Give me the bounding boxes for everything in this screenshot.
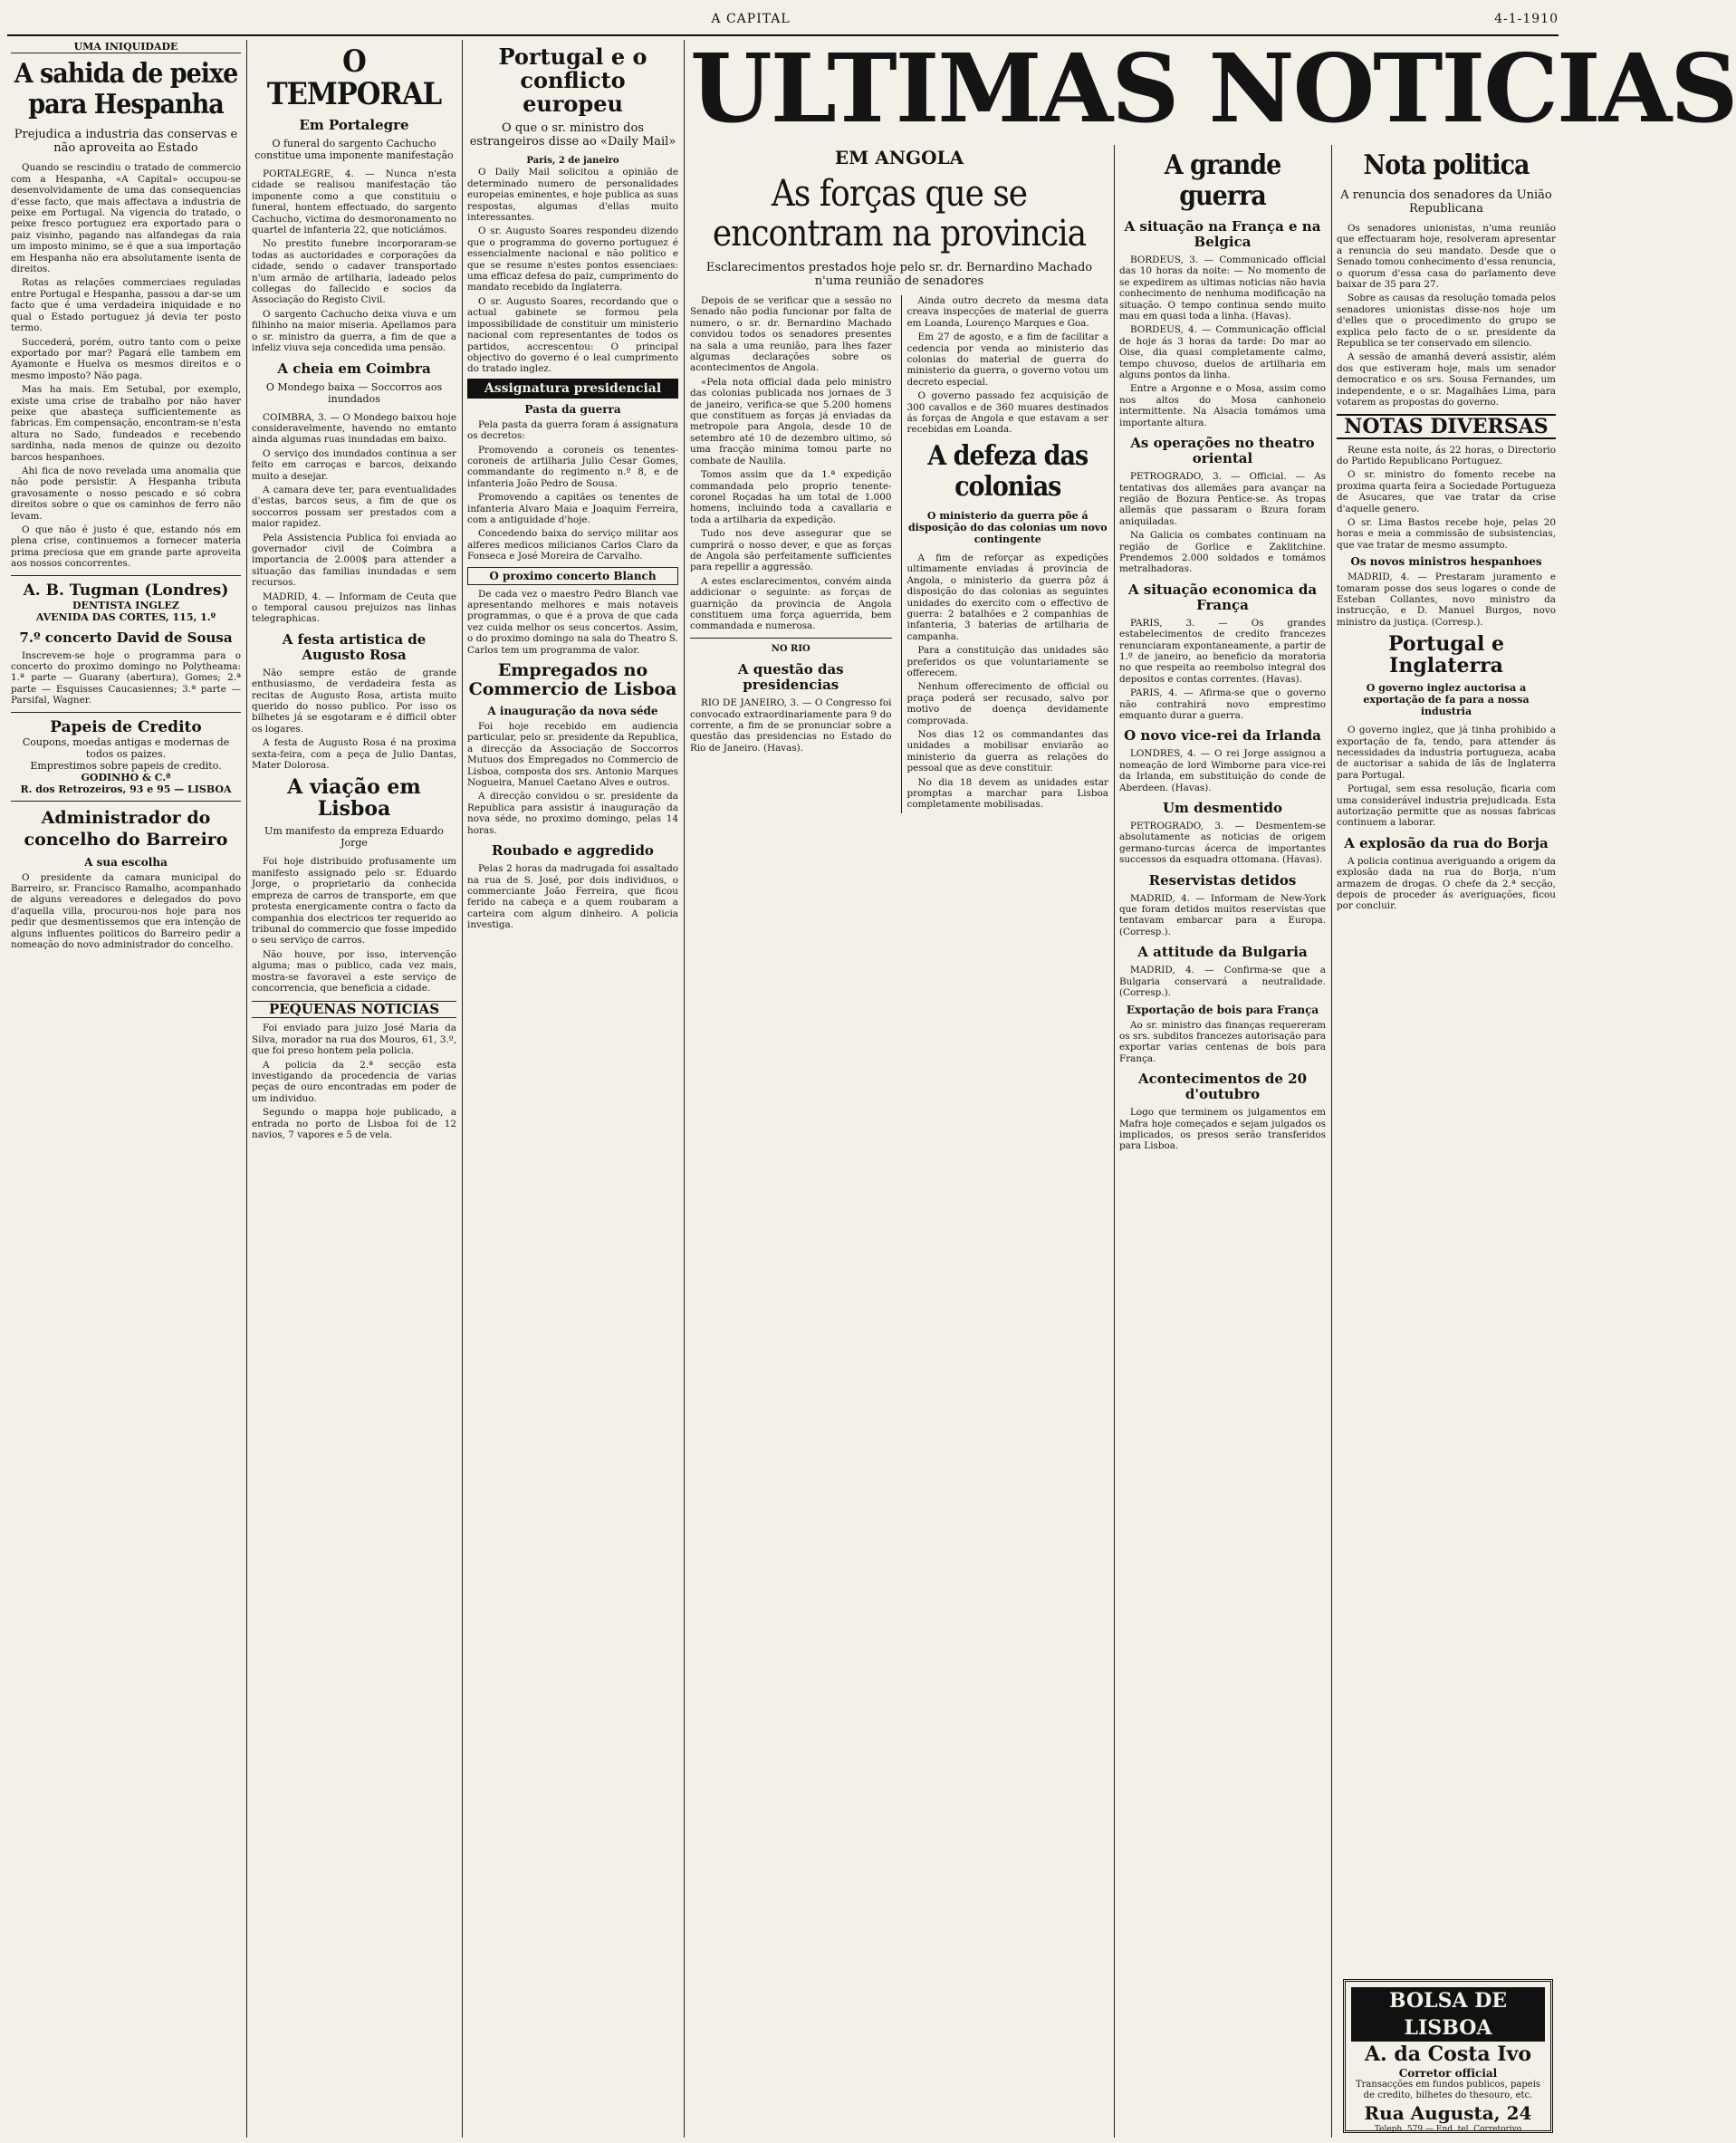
bolsa-role: Corretor official xyxy=(1398,2067,1498,2080)
col4-paragraph: O governo passado fez acquisição de 300 cavallos e de 360 muares destinados ás forças de Angola e que estavam a ser recebidas em Loanda. xyxy=(906,390,1108,436)
col6-paragraph: Os senadores unionistas, n'uma reunião que effectuaram hoje, resolveram apresentar a renuncia do seu mandato. Desde que o Senado tomou conhecimento d'essa renuncia, o quorum d'essa casa do parlamento deve baixar de 35 para 27. xyxy=(1337,223,1556,291)
col2-headline: O TEMPORAL xyxy=(266,43,442,112)
col1-headline: A sahida de peixe para Hespanha xyxy=(14,58,238,121)
col2-paragraph: Foi enviado para juizo José Maria da Silva, morador na rua dos Mouros, 61, 3.º, que foi preso hontem pela policia. xyxy=(252,1023,456,1057)
col3-paragraph: O sr. Augusto Soares respondeu dizendo que o programma do governo portuguez é essencialmente nacional e não politico e que se resume n'estes pontos essenciaes: uma efficaz defesa do paiz, cumprimento do mandato recebido da Inglaterra. xyxy=(467,226,678,293)
pequenas-noticias-headline: PEQUENAS NOTICIAS xyxy=(252,1001,456,1018)
col4-paragraph: Nenhum offerecimento de official ou praça poderá ser recusado, salvo por motivo de doença devidamente comprovada. xyxy=(906,681,1108,726)
roubo-headline: Roubado e aggredido xyxy=(492,842,654,860)
col2-paragraph: PORTALEGRE, 4. — Nunca n'esta cidade se realisou manifestação tão imponente como a que constituiu o funeral, hontem effectuado, do sargento Cachucho, victima do desmoronamento no quartel de infanteria 22, que noticiámos. xyxy=(252,168,456,236)
col3-paragraph: De cada vez o maestro Pedro Blanch vae apresentando melhores e mais notaveis programmas, o que é a prova de que cada vez cuida melhor os seus concertos. Assim, o do proximo domingo na sala do Theatro S. Carlos tem um programma de valor. xyxy=(467,588,678,656)
col4-paragraph: Ainda outro decreto da mesma data creava inspecções de material de guerra em Loanda, Lourenço Marques e Goa. xyxy=(906,295,1108,329)
col5-paragraph: Ao sr. ministro das finanças requereram os srs. subditos francezes autorisação para exportar varias centenas de bois para França. xyxy=(1119,1019,1326,1064)
defeza-headline: A defeza das colonias xyxy=(927,439,1089,503)
col6-paragraph: A policia continua averiguando a origem da explosão dada na rua do Borja, n'um armazem de drogas. O chefe da 2.ª secção, depois de proceder ás averiguações, ficou por concluir. xyxy=(1337,855,1556,912)
col3-dateline: Paris, 2 de janeiro xyxy=(526,156,619,166)
bolsa-phone: Teleph. 579 — End. tel. Corretorivo xyxy=(1374,2125,1522,2134)
col1-paragraph: O que não é justo é que, estando nós em plena crise, continuemos a fornecer materia prima preciosa que em grande parte aproveita aos nossos concorrentes. xyxy=(11,524,241,570)
col3-deck: O que o sr. ministro dos estrangeiros disse ao «Daily Mail» xyxy=(469,121,676,149)
empregados-subhead: A inauguração da nova séde xyxy=(487,705,658,718)
bolsa-address: Rua Augusta, 24 xyxy=(1364,2102,1532,2124)
col1-paragraph: Rotas as relações commerciaes reguladas entre Portugal e Hespanha, passou a dar-se um facto que é uma verdadeira iniquidade e no qual o Estado portuguez já devia ter posto termo. xyxy=(11,277,241,334)
col4-paragraph: Em 27 de agosto, e a fim de facilitar a cedencia por venda ao ministerio das colonias do material de guerra do ministerio da guerra, o governo votou um decreto especial. xyxy=(906,332,1108,388)
col4-paragraph: Nos dias 12 os commandantes das unidades a mobilisar enviarão ao ministerio da guerra as relações do pessoal que as deve constituir. xyxy=(906,728,1108,774)
cheia-deck: O Mondego baixa — Soccorros aos inundados xyxy=(265,380,443,405)
col5-paragraph: Na Galicia os combates continuam na região de Gorlice e Zaklitchine. Prendemos 2.000 soldados e tomámos metralhadoras. xyxy=(1119,530,1326,575)
portugal-inglaterra-headline: Portugal e Inglaterra xyxy=(1387,632,1505,678)
angola-subcol-a xyxy=(690,295,892,813)
col1-paragraph: Quando se rescindiu o tratado de commercio com a Hespanha, «A Capital» occupou-se desenvolvidamente de uma das consequencias d'esse facto, que mais affectava a industria de peixe em Portugal. Na vigencia do tratado, o peixe fresco portuguez era exportado para o paiz visinho, pagando nas alfandegas da raia um imposto minimo, se é que a sua importação em Hespanha não era absolutamente isenta de direitos. xyxy=(11,162,241,275)
column-rule xyxy=(1114,145,1115,2138)
col2-paragraph: COIMBRA, 3. — O Mondego baixou hoje consideravelmente, havendo no emtanto ainda algumas ruas inundadas em baixo. xyxy=(252,411,456,446)
papeis-ad xyxy=(11,718,241,795)
col2-paragraph: Não houve, por isso, intervenção alguma; mas o publico, cada vez mais, mostra-se favoravel a este serviço de concorrencia, que beneficia a cidade. xyxy=(252,948,456,994)
col5-paragraph: BORDEUS, 4. — Communicação official de hoje ás 3 horas da tarde: Do mar ao Oise, dia quasi completamente calmo, tempo chuvoso, duelos de artilharia em alguns pontos da linha. xyxy=(1119,324,1326,381)
bolsa-ad xyxy=(1343,1979,1553,2133)
bolsa-name: A. da Costa Ivo xyxy=(1364,2042,1532,2066)
papeis-title: Papeis de Credito xyxy=(50,717,202,736)
col3-paragraph: Pelas 2 horas da madrugada foi assaltado na rua de S. José, por dois individuos, o commerciante João Ferreira, que ficou ferido na cabeça e a quem roubaram a carteira com algum dinheiro. A policia investiga. xyxy=(467,863,678,931)
papeis-text2: Emprestimos sobre papeis de credito. xyxy=(30,759,222,772)
col2-deck: O funeral do sargento Cachucho constitue uma imponente manifestação xyxy=(254,138,454,161)
col2-paragraph: A camara deve ter, para eventualidades d'estas, barcos seus, a fim de que os soccorros possam ser prestados com a maior rapidez. xyxy=(252,484,456,530)
col4-paragraph: Para a constituição das unidades são preferidos os que voluntariamente se offerecem. xyxy=(906,645,1108,678)
col4-paragraph: No dia 18 devem as unidades estar promptas a marchar para Lisboa completamente mobilisadas. xyxy=(906,776,1108,811)
col4-paragraph: A estes esclarecimentos, convém ainda addicionar o seguinte: as forças de guarnição da provincia de Angola constituem uma força aguerrida, bem commandada e numerosa. xyxy=(690,575,892,632)
col3-paragraph: Pela pasta da guerra foram á assignatura os decretos: xyxy=(467,418,678,442)
blanch-headline: O proximo concerto Blanch xyxy=(467,567,678,585)
viacao-headline: A viação em Lisboa xyxy=(287,775,421,822)
col1-deck: Prejudica a industria das conservas e não aproveita ao Estado xyxy=(14,128,238,156)
col5-subhead: A situação na França e na Belgica xyxy=(1124,218,1321,250)
masthead-name: A CAPITAL xyxy=(711,12,791,26)
bolsa-text: Transacções em fundos publicos, papeis de credito, bilhetes do thesouro, etc. xyxy=(1355,2080,1541,2100)
col6-paragraph: Sobre as causas da resolução tomada pelos senadores unionistas disse-nos hoje um d'elles que o procedimento do grupo se explica pelo facto de o sr. presidente da Republica se ter conservado em silencio. xyxy=(1337,293,1556,350)
godinho-name: GODINHO & C.ª xyxy=(81,771,171,783)
col6-paragraph: O sr. Lima Bastos recebe hoje, pelas 20 horas e meia a commissão de subsistencias, que vae tratar de mesmo assumpto. xyxy=(1337,516,1556,551)
col4-paragraph: Tudo nos deve assegurar que se cumprirá o nosso dever, e que as forças de Angola são perfeitamente sufficientes para repellir a aggressão. xyxy=(690,528,892,573)
col3-headline: Portugal e o conflicto europeu xyxy=(498,43,647,117)
bolsa-title: BOLSA DE LISBOA xyxy=(1351,1987,1545,2042)
col2-paragraph: Não sempre estão de grande enthusiasmo, de verdadeira festa as recitas de Augusto Rosa, artista muito querido do nosso publico. Por isso os bilhetes já se esgotaram e é difficil obter os logares. xyxy=(252,667,456,735)
col2-paragraph: O sargento Cachucho deixa viuva e um filhinho na maior miseria. Apellamos para o sr. ministro da guerra, a fim de que a infeliz viuva seja concedida uma pensão. xyxy=(252,308,456,354)
godinho-address: R. dos Retrozeiros, 93 e 95 — LISBOA xyxy=(20,783,232,795)
col2-subhead: Em Portalegre xyxy=(299,117,409,133)
viacao-deck: Um manifesto da empreza Eduardo Jorge xyxy=(264,825,444,850)
col5-paragraph: PARIS, 3. — Os grandes estabelecimentos de credito francezes renunciaram expontaneamente, a partir de 1.º de janeiro, ao beneficio da moratoria no que respeita ao reembolso integral dos depositos e contas correntes. (Havas). xyxy=(1119,617,1326,685)
col4-paragraph: Tomos assim que da 1.ª expedição commandada pelo proprio tenente-coronel Roçadas ha um total de 1.000 homens, incluindo toda a cavallaria e toda a artilharia da expedição. xyxy=(690,469,892,525)
column-3 xyxy=(467,40,678,2138)
notas-diversas-headline: NOTAS DIVERSAS xyxy=(1337,414,1556,439)
col1-paragraph: Succederá, porém, outro tanto com o peixe exportado por mar? Pagará elle tambem em Ayamonte e Huelva os mesmos direitos e o mesmo imposto? Não paga. xyxy=(11,336,241,381)
admin-text: O presidente da camara municipal do Barreiro, sr. Francisco Ramalho, acompanhado de alguns vereadores e delegados do povo d'aquella villa, procurou-nos hoje para nos pedir que desmentissemos que era intenção de alguns influentes politicos do Barreiro pedir a nomeação do novo administrador do concelho. xyxy=(11,871,241,951)
ultimas-noticias-banner: ULTIMAS NOTICIAS xyxy=(690,33,1736,144)
col6-paragraph: Reune esta noite, ás 22 horas, o Directorio do Partido Republicano Portuguez. xyxy=(1337,444,1556,466)
col5-paragraph: PETROGRADO, 3. — Official. — As tentativas dos allemães para avançar na região de Bozura Pentice-se. As tropas allemãs que passaram o Bzura foram aniquiladas. xyxy=(1119,471,1326,527)
col5-paragraph: Logo que terminem os julgamentos em Mafra hoje começados e sejam julgados os implicados, os presos serão transferidos para Lisboa. xyxy=(1119,1107,1326,1152)
col5-subhead: Exportação de bois para França xyxy=(1126,1003,1319,1016)
col6-paragraph: O sr. ministro do fomento recebe na proxima quarta feira a Sociedade Portugueza de Asucares, que vae tratar da crise d'aquelle genero. xyxy=(1337,469,1556,514)
col3-paragraph: O Daily Mail solicitou a opinião de determinado numero de personalidades europeias eminentes, e hoje publica as suas respostas, algumas d'ellas muito interessantes. xyxy=(467,167,678,224)
defeza-deck: O ministerio da guerra põe á disposição do das colonias um novo contingente xyxy=(907,509,1108,545)
col5-subhead: O novo vice-rei da Irlanda xyxy=(1124,727,1321,745)
pasta-subhead: Pasta da guerra xyxy=(524,402,621,416)
angola-subcol-b xyxy=(901,295,1109,813)
papeis-text: Coupons, moedas antigas e modernas de todos os paizes. xyxy=(22,735,230,760)
col2-paragraph: A festa de Augusto Rosa é na proxima sexta-feira, com a peça de Julio Dantas, Mater Dolorosa. xyxy=(252,737,456,772)
divider xyxy=(11,801,241,802)
column-rule xyxy=(684,40,685,2138)
column-4 xyxy=(690,145,1108,2134)
column-rule xyxy=(246,40,247,2138)
col5-paragraph: MADRID, 4. — Confirma-se que a Bulgaria conservará a neutralidade. (Corresp.). xyxy=(1119,965,1326,999)
col2-paragraph: MADRID, 4. — Informam de Ceuta que o temporal causou prejuizos nas linhas telegraphicas. xyxy=(252,591,456,625)
hespanhoes-headline: Os novos ministros hespanhoes xyxy=(1350,555,1542,569)
col5-paragraph: BORDEUS, 3. — Communicado official das 10 horas da noite: — No momento de se expedirem as ultimas noticias não havia conhecimento de nenhuma modificação na situação. O tempo continua sendo muito mau em quasi toda a linha. (Havas). xyxy=(1119,255,1326,322)
col3-paragraph: Promovendo a coroneis os tenentes-coroneis de artilharia Julio Cesar Gomes, commandante do regimento n.º 8, e de infanteria João Pedro de Sousa. xyxy=(467,444,678,489)
column-rule xyxy=(462,40,463,2138)
col3-paragraph: O sr. Augusto Soares, recordando que o actual gabinete se formou pela impossibilidade de constituir um ministerio nacional com representantes de todos os partidos, accrescentou: O principal objectivo do governo é o leal cumprimento do tratado inglez. xyxy=(467,295,678,375)
col2-paragraph: Segundo o mappa hoje publicado, a entrada no porto de Lisboa foi de 12 navios, 7 vapores e 5 de vela. xyxy=(252,1107,456,1140)
nota-politica-headline: Nota politica xyxy=(1363,149,1530,181)
divider xyxy=(11,575,241,576)
cheia-headline: A cheia em Coimbra xyxy=(277,360,431,377)
col3-paragraph: A direcção convidou o sr. presidente da Republica para assistir á inauguração da nova séde, no proximo domingo, pelas 14 horas. xyxy=(467,791,678,836)
dentist-line2: AVENIDA DAS CORTES, 115, 1.º xyxy=(35,610,216,623)
column-2 xyxy=(252,40,456,2138)
page-header xyxy=(7,4,1559,36)
col6-paragraph: MADRID, 4. — Prestaram juramento e tomaram posse dos seus logares o conde de Esteban Collantes, novo ministro da instrucção, e D. Manuel Burgos, novo ministro da justiça. (Corresp.). xyxy=(1337,572,1556,628)
col3-paragraph: Foi hoje recebido em audiencia particular, pelo sr. presidente da Republica, a direcção da Associação de Soccorros Mutuos dos Empregados no Commercio de Lisboa, composta dos srs. Antonio Marques Nogueira, Manuel Caetano Alves e outros. xyxy=(467,721,678,789)
col1-kicker: UMA INIQUIDADE xyxy=(11,42,241,53)
col3-paragraph: Promovendo a capitães os tenentes de infanteria Alvaro Maia e Joaquim Ferreira, com a antiguidade d'hoje. xyxy=(467,492,678,525)
col5-subhead: A attitude da Bulgaria xyxy=(1137,944,1308,961)
col4-paragraph: «Pela nota official dada pelo ministro das colonias publicada nos jornaes de 3 de janeiro, verifica-se que 5.200 homens que constituem as forças já enviadas da metropole para Angola, desde 10 de setembro até 10 de dezembro ultimo, só uma fracção minima tomou parte no combate de Naulila. xyxy=(690,376,892,466)
col1-paragraph: Mas ha mais. Em Setubal, por exemplo, existe uma crise de trabalho por não haver peixe que abasteça sufficientemente as fabricas. Em compensação, encontram-se n'esta altura no Sado, fundeados e recebendo sardinha, nada menos de quinze ou dezoito barcos hespanhoes. xyxy=(11,384,241,463)
col6-paragraph: Portugal, sem essa resolução, ficaria com uma considerável industria prejudicada. Esta autorização permitte que as nossas fabricas continuem a laborar. xyxy=(1337,783,1556,829)
dentist-line1: DENTISTA INGLEZ xyxy=(72,599,179,611)
col2-paragraph: No prestito funebre incorporaram-se todas as auctoridades e corporações da cidade, sendo o cadaver transportado n'um armão de artilharia, ladeado pelos collegas do fallecido e socios da Associação do Registo Civil. xyxy=(252,238,456,306)
rio-headline: A questão das presidencias xyxy=(737,661,844,694)
col2-paragraph: Pela Assistencia Publica foi enviada ao governador civil de Coimbra a importancia de 2.000$ para attender a situação das familias inundadas e sem recursos. xyxy=(252,532,456,589)
col5-paragraph: PETROGRADO, 3. — Desmentem-se absolutamente as noticias de origem germano-turcas ácerca de importantes successos da esquadra ottomana. (Havas). xyxy=(1119,821,1326,866)
col2-paragraph: O serviço dos inundados continua a ser feito em carroças e barcos, deixando muito a desejar. xyxy=(252,447,456,482)
col5-subhead: Um desmentido xyxy=(1162,800,1283,817)
col1-paragraph: Ahi fica de novo revelada uma anomalia que não pode persistir. A Hespanha tributa gravosamente o nosso pescado e só cobra direitos sobre o que os caminhos de ferro não levam. xyxy=(11,465,241,522)
nota-politica-deck: A renuncia dos senadores da União Republicana xyxy=(1340,188,1552,216)
admin-headline: Administrador do concelho do Barreiro xyxy=(24,807,228,850)
col6-paragraph: A sessão de amanhã deverá assistir, além dos que estiveram hoje, mais um senador democratico e os srs. Sousa Fernandes, um independente, e o sr. Magalhães Lima, para votarem as propostas do governo. xyxy=(1337,351,1556,408)
angola-headline: As forças que se encontram na provincia xyxy=(712,173,1087,255)
divider xyxy=(11,712,241,713)
angola-deck: Esclarecimentos prestados hoje pelo sr. dr. Bernardino Machado n'uma reunião de senadores xyxy=(705,261,1093,288)
column-5 xyxy=(1119,145,1326,2134)
concert-text: Inscrevem-se hoje o programma para o concerto do proximo domingo no Polytheama: 1.ª parte — Guarany (abertura), Gomes; 2.ª parte — Esquisses Caucasiennes; 3.ª parte — Parsifal, Wagner. xyxy=(11,649,241,706)
admin-subhead: A sua escolha xyxy=(84,855,168,869)
col4-paragraph: Depois de se verificar que a sessão no Senado não podia funcionar por falta de numero, o sr. dr. Bernardino Machado convidou todos os senadores presentes na sala a uma reunião, para lhes fazer algumas declarações sobre os acontecimentos de Angola. xyxy=(690,295,892,374)
col5-paragraph: LONDRES, 4. — O rei Jorge assignou a nomeação de lord Wimborne para vice-rei da Irlanda, em substituição do conde de Aberdeen. (Havas). xyxy=(1119,748,1326,793)
no-rio-kicker: NO RIO xyxy=(771,643,810,654)
col2-paragraph: Foi hoje distribuido profusamente um manifesto assignado pelo sr. Eduardo Jorge, o proprietario da conhecida empreza de carros de transporte, em que protesta energicamente contra o facto da companhia dos electricos ter requerido ao tribunal do commercio que fosse impedido o seu serviço de carros. xyxy=(252,856,456,947)
dentist-name: A. B. Tugman (Londres) xyxy=(23,581,229,600)
col5-subhead: Acontecimentos de 20 d'outubro xyxy=(1137,1071,1308,1103)
dentist-ad xyxy=(11,581,241,623)
col5-subhead: Reservistas detidos xyxy=(1148,871,1297,889)
col5-paragraph: PARIS, 4. — Afirma-se que o governo não contrahirá novo emprestimo emquanto durar a guerra. xyxy=(1119,687,1326,721)
empregados-headline: Empregados no Commercio de Lisboa xyxy=(468,660,677,700)
col5-paragraph: MADRID, 4. — Informam de New-York que foram detidos muitos reservistas que tentavam embarcar para a Europa. (Corresp.). xyxy=(1119,892,1326,937)
col4-paragraph: A fim de reforçar as expedições ultimamente enviadas á provincia de Angola, o ministerio da guerra pôz á disposição do das colonias as seguintes unidades do exercito com o effectivo de guerra: 2 batalhões e 2 companhias de infanteria, 3 baterias de artilharia de campanha. xyxy=(906,552,1108,642)
issue-date: 4-1-1910 xyxy=(1494,12,1559,26)
angola-kicker: EM ANGOLA xyxy=(834,147,964,168)
column-6 xyxy=(1337,145,1556,1975)
col5-paragraph: Entre a Argonne e o Mosa, assim como nos altos do Mosa canhoneio intermittente. Na Alsacia tomámos uma importante altura. xyxy=(1119,383,1326,428)
divider xyxy=(690,638,892,639)
festa-headline: A festa artistica de Augusto Rosa xyxy=(282,630,427,663)
col5-subhead: A situação economica da França xyxy=(1127,581,1318,613)
col6-paragraph: O governo inglez, que já tinha prohibido a exportação de fa, tendo, para attender ás necessidades da industria portugueza, acaba de auctorisar a sahida de lãs de Inglaterra para Portugal. xyxy=(1337,725,1556,781)
column-rule xyxy=(1331,145,1332,2138)
column-1 xyxy=(11,40,241,2138)
angola-subcolumns xyxy=(690,295,1108,813)
col5-subhead: As operações no theatro oriental xyxy=(1130,435,1315,467)
grande-guerra-headline: A grande guerra xyxy=(1164,149,1281,212)
col3-paragraph: Concedendo baixa do serviço militar aos alferes medicos milicianos Carlos Claro da Fonseca e José Moreira de Carvalho. xyxy=(467,528,678,562)
col2-paragraph: A policia da 2.ª secção esta investigando da procedencia de varias peças de ouro encontradas em poder de um individuo. xyxy=(252,1059,456,1104)
assignatura-headline: Assignatura presidencial xyxy=(467,379,678,399)
col4-paragraph: RIO DE JANEIRO, 3. — O Congresso foi convocado extraordinariamente para 9 do corrente, a fim de se pronunciar sobre a questão das presidencias no Estado do Rio de Janeiro. (Havas). xyxy=(690,697,892,754)
concert-title: 7.º concerto David de Sousa xyxy=(19,629,233,646)
borja-headline: A explosão da rua do Borja xyxy=(1344,834,1549,851)
portugal-inglaterra-deck: O governo inglez auctorisa a exportação de fa para a nossa industria xyxy=(1363,682,1530,718)
